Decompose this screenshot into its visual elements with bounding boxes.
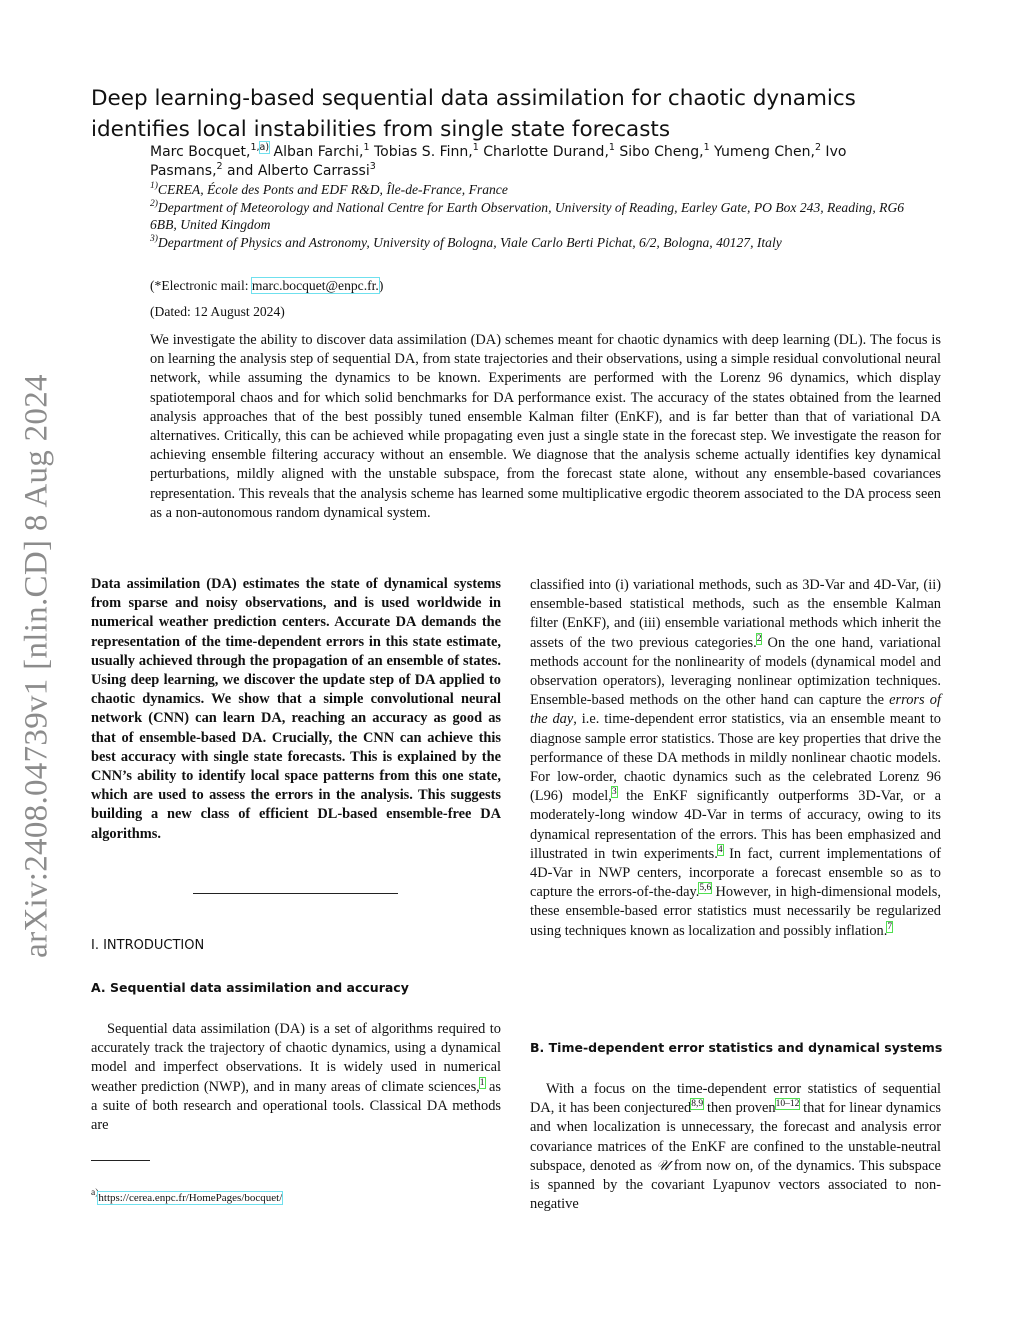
lead-paragraph: Data assimilation (DA) estimates the state of dynamical systems from sparse and noisy observations, and is used worldwide in numerical weather prediction centers. Accurate DA demands the representation of the time-dependent errors in this state estimate, usually achieved through the propagation of an ensemble of states. Using deep learning, we discover the update step of DA applied to chaotic dynamics. We show that a simple convolutional neural network (CNN) can learn DA, reaching an accuracy as good as that of ensemble-based DA. Crucially, the CNN can achieve this best accuracy with single state forecasts. This is explained by the CNN’s ability to identify local space patterns from this one state, which are used to assess the errors in the analysis. This suggests building a new class of efficient DL-based ensemble-free DA algorithms. xyxy=(91,576,501,842)
affiliation-1: $^{1)}$CEREA, École des Ponts and EDF R&D, Île-de-France, France xyxy=(150,181,508,197)
paper-title: Deep learning-based sequential data assimilation for chaotic dynamics identifies local instabilities from single state forecasts xyxy=(91,86,856,142)
right-column-paragraph-1: classified into (i) variational methods, such as 3D-Var and 4D-Var, (ii) ensemble-based statistical methods, such as the ensemble Kalman filter (EnKF), and (iii) ensemble variational methods which inherit the assets of the two previous categories.$^2$ On the one hand, variational methods account for the nonlinearity of models (dynamical model and observation operators), leveraging nonlinear optimization techniques. Ensemble-based methods on the other hand can capture the errors of the day, i.e. time-dependent error statistics, via an ensemble meant to diagnose sample error statistics. Those are key properties that drive the performance of these DA methods in mildly nonlinear chaotic models. For low-order, chaotic dynamics such as the celebrated Lorenz 96 (L96) model,$^3$ the EnKF significantly outperforms 3D-Var, or a moderately-long window 4D-Var in terms of accuracy, owing to its dynamical representation of the errors. This has been emphasized and illustrated in twin experiments.$^4$ In fact, current implementations of 4D-Var in NWP centers, incorporate a forecast ensemble so as to capture the errors-of-the-day.$^{5,6}$ However, in high-dimensional models, these ensemble-based error statistics must necessarily be regularized using techniques known as localization and possibly inflation.$^7$ xyxy=(530,577,942,939)
affiliation-3: $^{3)}$Department of Physics and Astronomy, University of Bologna, Viale Carlo Berti Pichat, 6/2, Bologna, 40127, Italy xyxy=(150,233,782,250)
footnote-url-link[interactable]: https://cerea.enpc.fr/HomePages/bocquet/ xyxy=(98,1192,283,1204)
email-link[interactable]: marc.bocquet@enpc.fr. xyxy=(251,278,379,293)
subsection-heading-b: B. Time-dependent error statistics and dynamical systems xyxy=(530,1040,943,1055)
section-heading-introduction: I. INTRODUCTION xyxy=(91,938,205,953)
arxiv-id-text: arXiv:2408.04739v1 [nlin.CD] 8 Aug 2024 xyxy=(18,374,55,958)
subsection-heading-a: A. Sequential data assimilation and accuracy xyxy=(91,980,409,995)
footnote-rule xyxy=(91,1160,150,1161)
abstract: We investigate the ability to discover data assimilation (DA) schemes meant for chaotic dynamics with deep learning (DL). The focus is on learning the analysis step of sequential DA, from state trajectories and their observations, using a simple residual convolutional neural network, while assuming the dynamics to be known. Experiments are performed with the Lorenz 96 dynamics, which display spatiotemporal chaos and for which solid benchmarks for DA performance exist. The accuracy of the states obtained from the learned analysis approaches that of the best possibly tuned ensemble Kalman filter (EnKF), and is far better than that of variational DA alternatives. Critically, this can be achieved while propagating even just a single state in the forecast step. We investigate the reason for achieving ensemble filtering accuracy without an ensemble. We diagnose that the analysis scheme actually identifies key dynamical perturbations, mildly aligned with the unstable subspace, from the forecast state alone, without any ensemble-based covariances representation. This reveals that the analysis scheme has learned some multiplicative ergodic theorem associated to the DA process seen as a non-autonomous random dynamical system. xyxy=(150,332,941,521)
dated-line: (Dated: 12 August 2024) xyxy=(150,304,285,319)
affiliation-mark: 3) xyxy=(150,233,158,244)
separator-rule xyxy=(193,893,398,894)
affiliations xyxy=(150,181,920,251)
arxiv-identifier-sidebar xyxy=(8,348,66,984)
electronic-mail: (*Electronic mail: marc.bocquet@enpc.fr.) xyxy=(150,278,384,293)
right-column-paragraph-2: With a focus on the time-dependent error statistics of sequential DA, it has been conjectured$^{8,9}$ then proven$^{10-12}$ that for linear dynamics and when localization is unnecessary, the forecast and analysis error covariance matrices of the EnKF are confined to the unstable-neutral subspace, denoted as 𝒰 from now on, of the dynamics. This subspace is spanned by the covariant Lyapunov vectors associated to non-negative xyxy=(530,1081,941,1213)
affiliation-mark: 2) xyxy=(150,198,158,209)
footnote xyxy=(91,1188,283,1204)
affiliation-mark: 1) xyxy=(150,181,158,191)
affiliation-2: $^{2)}$Department of Meteorology and National Centre for Earth Observation, University of Reading, Earley Gate, PO Box 243, Reading, RG6 6BB, United Kingdom xyxy=(150,198,905,232)
footnote-mark: a) xyxy=(91,1188,99,1198)
intro-paragraph: Sequential data assimilation (DA) is a set of algorithms required to accurately track the trajectory of chaotic dynamics, using a dynamical model and imperfect observations. It is widely used in numerical weather prediction (NWP), and in many areas of climate sciences,$^1$ as a suite of both research and operational tools. Classical DA methods are xyxy=(91,1021,502,1134)
author-list: Marc Bocquet,$^{1,a)}$ Alban Farchi,$^1$ Tobias S. Finn,$^1$ Charlotte Durand,$^1$ Sibo Cheng,$^1$ Yumeng Chen,$^2$ Ivo Pasmans,$^2$ and Alberto Carrassi$^3$ xyxy=(150,142,847,179)
